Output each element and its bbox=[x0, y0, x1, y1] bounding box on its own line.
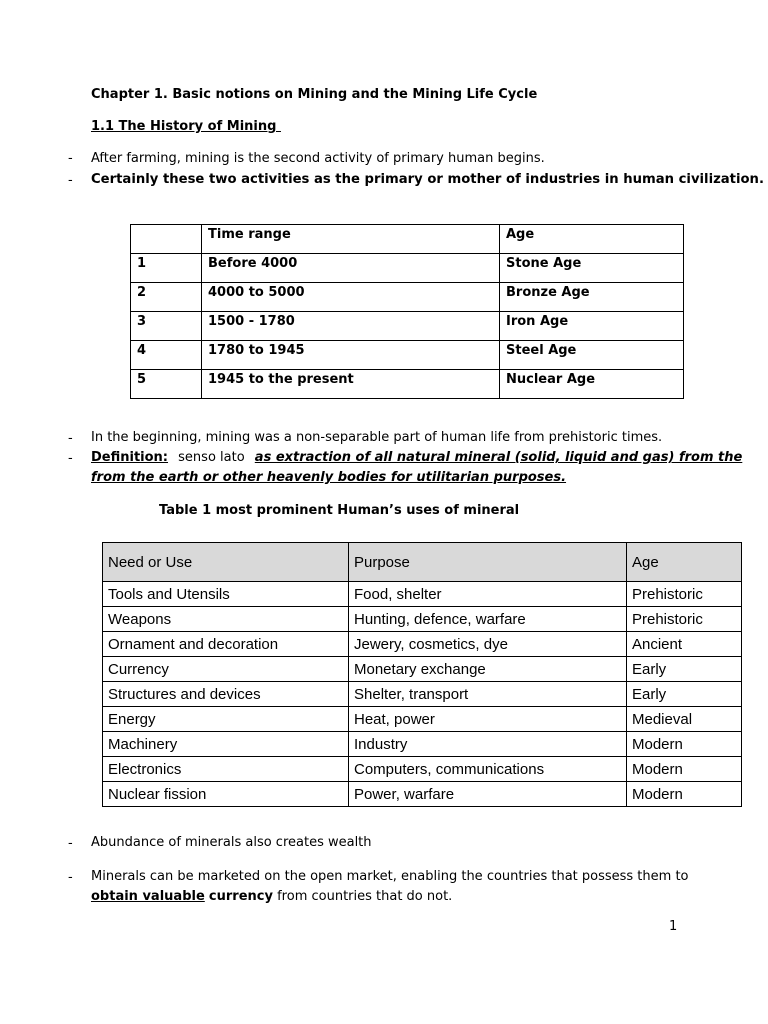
table-cell: 4000 to 5000 bbox=[202, 283, 500, 312]
chapter-title: Chapter 1. Basic notions on Mining and the Mining Life Cycle bbox=[91, 87, 538, 102]
bullet-text: After farming, mining is the second activity of primary human begins. bbox=[91, 151, 545, 166]
table-cell: Nuclear Age bbox=[500, 370, 684, 399]
table-cell: 1500 - 1780 bbox=[202, 312, 500, 341]
table-row bbox=[131, 283, 684, 312]
table-cell: 1780 to 1945 bbox=[202, 341, 500, 370]
table-cell: 1 bbox=[131, 254, 202, 283]
table-cell: Ornament and decoration bbox=[103, 632, 349, 657]
table-cell: Bronze Age bbox=[500, 283, 684, 312]
table-row bbox=[103, 707, 742, 732]
table-cell: Before 4000 bbox=[202, 254, 500, 283]
bullet-dash: - bbox=[68, 870, 73, 885]
table-row bbox=[103, 607, 742, 632]
bullet-dash: - bbox=[68, 173, 73, 188]
table-cell: Electronics bbox=[103, 757, 349, 782]
table-cell bbox=[131, 225, 202, 254]
bullet-text: Minerals can be marketed on the open market, enabling the countries that possess them to bbox=[91, 869, 689, 884]
table-cell: Steel Age bbox=[500, 341, 684, 370]
bullet-text: Abundance of minerals also creates wealth bbox=[91, 835, 372, 850]
table-cell: 3 bbox=[131, 312, 202, 341]
table-cell: Ancient bbox=[627, 632, 742, 657]
table-cell: Age bbox=[500, 225, 684, 254]
table-row bbox=[103, 582, 742, 607]
table-cell: Modern bbox=[627, 782, 742, 807]
bullet-text-rest: from countries that do not. bbox=[272, 889, 453, 904]
table-cell: Prehistoric bbox=[627, 582, 742, 607]
table-row bbox=[131, 254, 684, 283]
table-cell: Medieval bbox=[627, 707, 742, 732]
mineral-uses-table bbox=[102, 542, 742, 807]
table-cell: Iron Age bbox=[500, 312, 684, 341]
table-cell: Early bbox=[627, 657, 742, 682]
table-cell: Machinery bbox=[103, 732, 349, 757]
definition-text: as extraction of all natural mineral (solid, liquid and gas) from the bbox=[254, 450, 743, 465]
table-caption: Table 1 most prominent Human’s uses of mineral bbox=[159, 503, 520, 518]
table-cell: 4 bbox=[131, 341, 202, 370]
table-cell: Structures and devices bbox=[103, 682, 349, 707]
table-cell: Modern bbox=[627, 757, 742, 782]
bullet-dash: - bbox=[68, 151, 73, 166]
table-cell: Nuclear fission bbox=[103, 782, 349, 807]
table-cell: Monetary exchange bbox=[349, 657, 627, 682]
table-cell: Early bbox=[627, 682, 742, 707]
table-header-row bbox=[131, 225, 684, 254]
bullet-dash: - bbox=[68, 451, 73, 466]
definition-text-continued: from the earth or other heavenly bodies for utilitarian purposes. bbox=[91, 470, 567, 485]
table-cell: Hunting, defence, warfare bbox=[349, 607, 627, 632]
table-cell: Industry bbox=[349, 732, 627, 757]
table-cell: Food, shelter bbox=[349, 582, 627, 607]
bullet-dash: - bbox=[68, 836, 73, 851]
table-header-cell: Purpose bbox=[349, 543, 627, 582]
table-cell: Weapons bbox=[103, 607, 349, 632]
table-cell: Energy bbox=[103, 707, 349, 732]
table-cell: Stone Age bbox=[500, 254, 684, 283]
definition-line bbox=[91, 450, 742, 465]
table-cell: 5 bbox=[131, 370, 202, 399]
table-row bbox=[103, 657, 742, 682]
bullet-text-continued bbox=[91, 889, 452, 904]
table-cell: Currency bbox=[103, 657, 349, 682]
table-row bbox=[103, 757, 742, 782]
table-row bbox=[103, 732, 742, 757]
bullet-text: In the beginning, mining was a non-separable part of human life from prehistoric times. bbox=[91, 430, 663, 445]
table-row bbox=[131, 341, 684, 370]
definition-label: Definition: bbox=[91, 450, 169, 465]
table-cell: Computers, communications bbox=[349, 757, 627, 782]
emphasis-currency: currency bbox=[208, 889, 273, 904]
table-cell: Heat, power bbox=[349, 707, 627, 732]
table-row bbox=[131, 370, 684, 399]
bullet-dash: - bbox=[68, 431, 73, 446]
table-cell: Time range bbox=[202, 225, 500, 254]
section-title: 1.1 The History of Mining bbox=[91, 119, 281, 134]
table-cell: Prehistoric bbox=[627, 607, 742, 632]
table-cell: Jewery, cosmetics, dye bbox=[349, 632, 627, 657]
table-cell: Shelter, transport bbox=[349, 682, 627, 707]
table-header-cell: Age bbox=[627, 543, 742, 582]
table-cell: 1945 to the present bbox=[202, 370, 500, 399]
emphasis-obtain-valuable: obtain valuable bbox=[91, 889, 205, 904]
bullet-text-bold: Certainly these two activities as the primary or mother of industries in human civilization. bbox=[91, 172, 764, 187]
table-row bbox=[131, 312, 684, 341]
table-cell: 2 bbox=[131, 283, 202, 312]
senso-lato-text: senso lato bbox=[178, 450, 245, 465]
table-cell: Modern bbox=[627, 732, 742, 757]
table-row bbox=[103, 682, 742, 707]
table-row bbox=[103, 632, 742, 657]
table-cell: Tools and Utensils bbox=[103, 582, 349, 607]
table-header-cell: Need or Use bbox=[103, 543, 349, 582]
table-header-row bbox=[103, 543, 742, 582]
ages-table bbox=[130, 224, 684, 399]
table-cell: Power, warfare bbox=[349, 782, 627, 807]
page-number: 1 bbox=[669, 919, 678, 934]
table-row bbox=[103, 782, 742, 807]
